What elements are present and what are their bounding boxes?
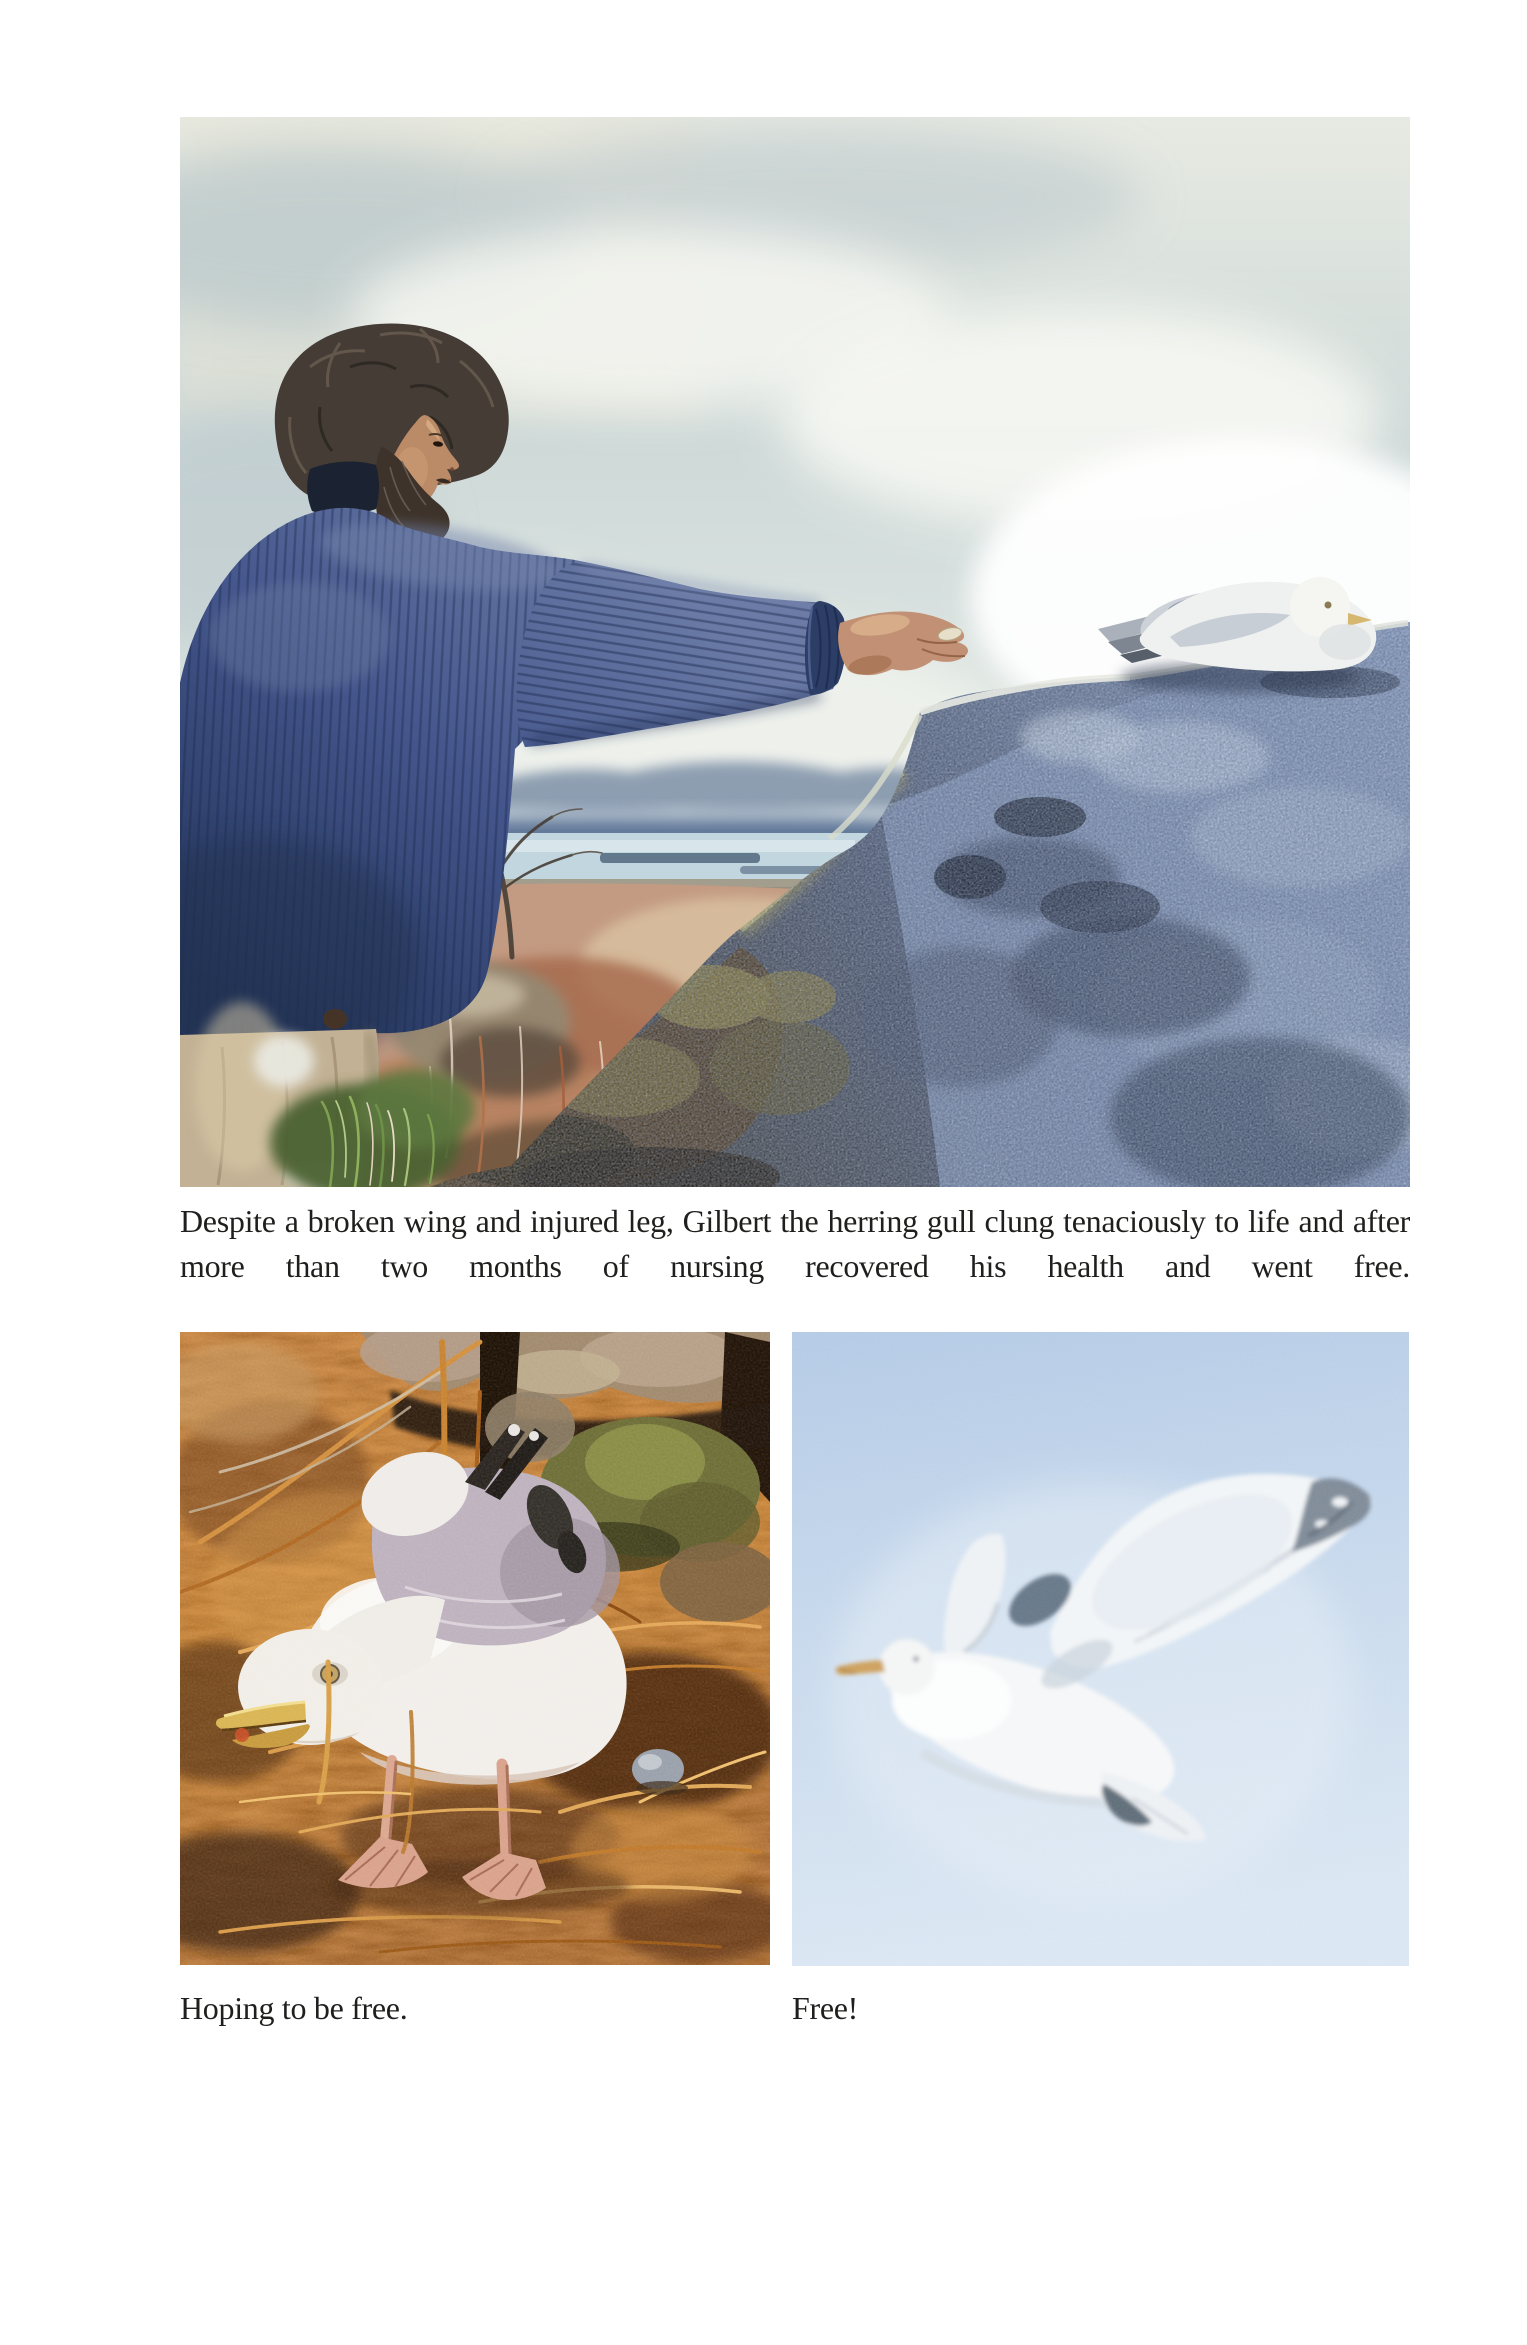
caption-free: Free! (792, 1990, 859, 2026)
photo-gull-flying (792, 1332, 1409, 1966)
photo-gull-on-ground-art (180, 1332, 770, 1965)
photo-man-releasing-gull (180, 117, 1410, 1187)
photo-man-releasing-gull-art (180, 117, 1410, 1187)
man-collar (307, 462, 379, 516)
main-caption: Despite a broken wing and injured leg, Gilbert the herring gull clung tenaciously to life and after more than two months of nursing recovered his health and went free. (180, 1203, 1410, 1284)
caption-hoping-to-be-free: Hoping to be free. (180, 1990, 408, 2026)
photo-gull-flying-art (792, 1332, 1409, 1966)
gull-eye (1325, 602, 1332, 609)
photo-gull-on-ground (180, 1332, 770, 1965)
